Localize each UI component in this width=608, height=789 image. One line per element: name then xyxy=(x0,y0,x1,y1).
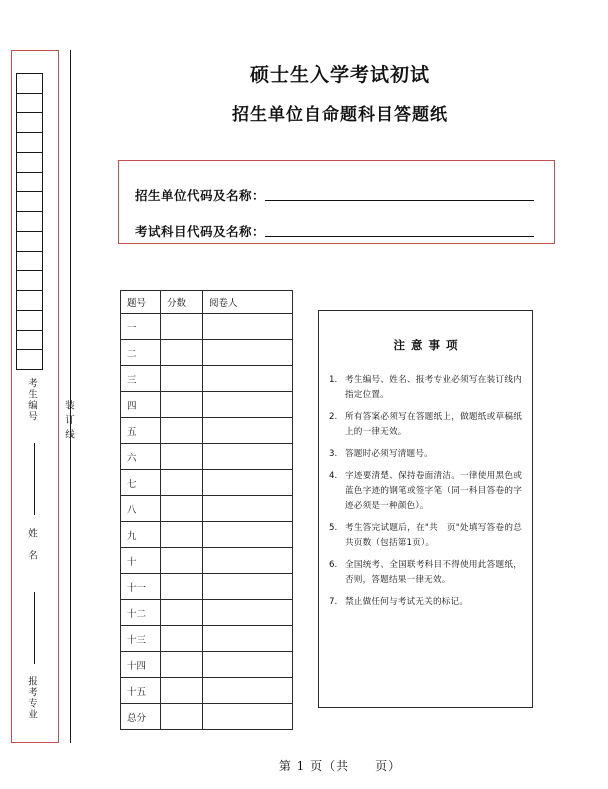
note-number: 2. xyxy=(329,412,338,423)
binding-line-label: 装订线 xyxy=(63,400,74,444)
candidate-number-cell[interactable] xyxy=(17,311,42,331)
cell-question-no: 十五 xyxy=(121,678,161,704)
note-number: 5. xyxy=(329,523,338,534)
notes-title: 注意事项 xyxy=(393,338,464,352)
candidate-number-cell[interactable] xyxy=(17,271,42,291)
cell-question-no: 九 xyxy=(121,522,161,548)
cell-question-no: 十三 xyxy=(121,626,161,652)
note-text: 所有答案必须写在答题纸上，做题纸或草稿纸上的一律无效。 xyxy=(345,412,522,438)
note-text: 禁止做任何与考试无关的标记。 xyxy=(345,597,469,608)
note-number: 6. xyxy=(329,560,338,571)
note-number: 4. xyxy=(329,471,338,482)
table-row xyxy=(121,704,293,730)
note-text: 全国统考、全国联考科目不得使用此答题纸，否则，答题结果一律无效。 xyxy=(345,560,522,586)
cell-grader[interactable] xyxy=(203,392,293,418)
cell-question-no: 七 xyxy=(121,470,161,496)
note-item xyxy=(329,410,522,440)
cell-score[interactable] xyxy=(161,470,203,496)
cell-grader[interactable] xyxy=(203,496,293,522)
table-row xyxy=(121,496,293,522)
cell-score[interactable] xyxy=(161,496,203,522)
cell-score[interactable] xyxy=(161,548,203,574)
table-row xyxy=(121,444,293,470)
note-text: 答题时必须写清题号。 xyxy=(345,449,433,460)
note-item xyxy=(329,595,522,610)
candidate-number-cell[interactable] xyxy=(17,232,42,252)
candidate-number-cell[interactable] xyxy=(17,94,42,114)
cell-grader[interactable] xyxy=(203,314,293,340)
candidate-number-cell[interactable] xyxy=(17,153,42,173)
column-header-score: 分数 xyxy=(161,291,203,314)
page-title: 硕士生入学考试初试 xyxy=(249,64,430,86)
notes-list xyxy=(329,373,522,610)
page-subtitle: 招生单位自命题科目答题纸 xyxy=(232,105,448,125)
cell-score[interactable] xyxy=(161,600,203,626)
cell-score[interactable] xyxy=(161,314,203,340)
major-write-line[interactable] xyxy=(34,592,35,664)
cell-score[interactable] xyxy=(161,340,203,366)
note-item xyxy=(329,521,522,551)
cell-question-no: 总分 xyxy=(121,704,161,730)
cell-grader[interactable] xyxy=(203,704,293,730)
note-number: 3. xyxy=(329,449,338,460)
candidate-number-cell[interactable] xyxy=(17,252,42,272)
candidate-number-cell[interactable] xyxy=(17,74,42,94)
header-field-box xyxy=(118,160,555,244)
table-row xyxy=(121,600,293,626)
note-number: 1. xyxy=(329,375,338,385)
cell-score[interactable] xyxy=(161,574,203,600)
subject-field-row xyxy=(135,211,554,240)
notes-box xyxy=(318,310,533,708)
column-header-grader: 阅卷人 xyxy=(203,291,293,314)
subject-field-label: 考试科目代码及名称： xyxy=(135,224,266,239)
cell-question-no: 六 xyxy=(121,444,161,470)
note-text: 考生编号、姓名、报考专业必须写在装订线内指定位置。 xyxy=(345,375,522,401)
name-label: 姓 名 xyxy=(26,528,37,561)
subject-field-blank[interactable] xyxy=(265,236,534,237)
note-number: 7. xyxy=(329,597,338,608)
note-item xyxy=(329,469,522,514)
table-row xyxy=(121,652,293,678)
table-row xyxy=(121,314,293,340)
cell-score[interactable] xyxy=(161,366,203,392)
table-row xyxy=(121,574,293,600)
cell-score[interactable] xyxy=(161,392,203,418)
candidate-number-cell[interactable] xyxy=(17,212,42,232)
cell-question-no: 十一 xyxy=(121,574,161,600)
cell-grader[interactable] xyxy=(203,652,293,678)
table-row xyxy=(121,340,293,366)
candidate-number-cell[interactable] xyxy=(17,133,42,153)
candidate-number-cell[interactable] xyxy=(17,113,42,133)
table-row xyxy=(121,626,293,652)
candidate-number-cell[interactable] xyxy=(17,173,42,193)
major-label: 报考专业 xyxy=(26,676,37,720)
cell-grader[interactable] xyxy=(203,418,293,444)
candidate-number-cell[interactable] xyxy=(17,192,42,212)
candidate-number-cell[interactable] xyxy=(17,350,42,369)
cell-score[interactable] xyxy=(161,522,203,548)
cell-score[interactable] xyxy=(161,444,203,470)
cell-question-no: 十四 xyxy=(121,652,161,678)
cell-grader[interactable] xyxy=(203,340,293,366)
score-table xyxy=(120,290,293,730)
candidate-number-label: 考生编号 xyxy=(26,378,37,422)
candidate-number-cell[interactable] xyxy=(17,331,42,351)
cell-grader[interactable] xyxy=(203,366,293,392)
cell-grader[interactable] xyxy=(203,470,293,496)
table-header-row xyxy=(121,291,293,314)
cell-grader[interactable] xyxy=(203,626,293,652)
cell-grader[interactable] xyxy=(203,522,293,548)
cell-score[interactable] xyxy=(161,418,203,444)
table-row xyxy=(121,366,293,392)
table-row xyxy=(121,470,293,496)
cell-grader[interactable] xyxy=(203,600,293,626)
name-write-line[interactable] xyxy=(34,443,35,515)
note-text: 字迹要清楚、保持卷面清洁。一律使用黑色或蓝色字迹的钢笔或签字笔（同一科目答卷的字迹必须是一种颜色）。 xyxy=(345,471,522,512)
unit-field-label: 招生单位代码及名称： xyxy=(135,188,266,203)
cell-question-no: 十二 xyxy=(121,600,161,626)
unit-field-blank[interactable] xyxy=(265,200,534,201)
note-item xyxy=(329,373,522,403)
cell-grader[interactable] xyxy=(203,574,293,600)
note-item xyxy=(329,558,522,588)
cell-grader[interactable] xyxy=(203,678,293,704)
note-text: 考生答完试题后，在"共 页"处填写答卷的总共页数（包括第1页）。 xyxy=(345,523,522,549)
column-header-question-no: 题号 xyxy=(121,291,161,314)
cell-question-no: 四 xyxy=(121,392,161,418)
note-item xyxy=(329,447,522,462)
cell-question-no: 二 xyxy=(121,340,161,366)
cell-score[interactable] xyxy=(161,704,203,730)
candidate-number-cell[interactable] xyxy=(17,291,42,311)
table-row xyxy=(121,418,293,444)
table-row xyxy=(121,392,293,418)
cell-score[interactable] xyxy=(161,626,203,652)
unit-field-row xyxy=(135,175,554,204)
cell-question-no: 八 xyxy=(121,496,161,522)
table-row xyxy=(121,522,293,548)
cell-question-no: 十 xyxy=(121,548,161,574)
cell-grader[interactable] xyxy=(203,444,293,470)
binding-divider-line xyxy=(70,50,71,743)
table-row xyxy=(121,678,293,704)
cell-question-no: 五 xyxy=(121,418,161,444)
page-footer: 第 1 页（共 页） xyxy=(278,759,402,773)
cell-score[interactable] xyxy=(161,678,203,704)
cell-question-no: 三 xyxy=(121,366,161,392)
table-row xyxy=(121,548,293,574)
cell-grader[interactable] xyxy=(203,548,293,574)
cell-score[interactable] xyxy=(161,652,203,678)
candidate-number-boxes[interactable] xyxy=(16,73,43,370)
cell-question-no: 一 xyxy=(121,314,161,340)
